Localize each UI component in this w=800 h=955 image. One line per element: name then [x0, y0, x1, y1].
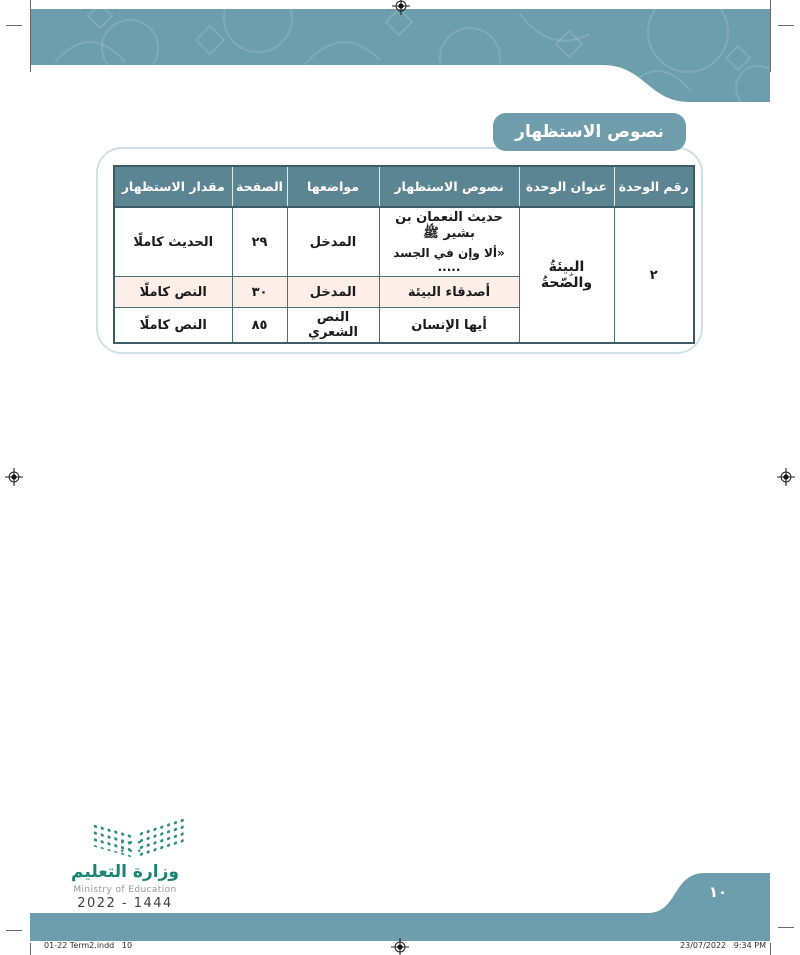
location-cell: النص الشعري	[287, 308, 379, 344]
hadith-line1: حديث النعمان بن بشير ﷺ	[395, 210, 503, 241]
hadith-line2: «ألا وإن في الجسد .....	[393, 246, 505, 274]
section-title: نصوص الاستظهار	[493, 113, 686, 151]
crop-mark	[30, 943, 31, 955]
page-number: ١٠	[708, 883, 728, 901]
registration-mark-left	[5, 468, 23, 486]
amount-cell: النص كاملًا	[114, 308, 232, 344]
header-page: الصفحة	[232, 166, 287, 207]
unit-title-cell: البِيئةُ والصّحةُ	[519, 207, 614, 343]
ministry-logo	[55, 818, 195, 910]
header-unit-number: رقم الوحدة	[614, 166, 694, 207]
header-locations: مواضعها	[287, 166, 379, 207]
table-row	[114, 207, 694, 277]
page-cell: ٣٠	[232, 277, 287, 308]
registration-mark-right	[777, 468, 795, 486]
print-file-label: 01-22 Term2.indd 10	[44, 941, 133, 950]
location-cell: المدخل	[287, 207, 379, 277]
page-cell: ٢٩	[232, 207, 287, 277]
crop-mark	[770, 943, 771, 955]
top-decorative-band	[0, 0, 800, 110]
crop-mark	[778, 927, 794, 928]
text-cell: أصدقاء البيئة	[379, 277, 519, 308]
text-cell: أيها الإنسان	[379, 308, 519, 344]
text-cell	[379, 207, 519, 277]
registration-mark-top	[392, 0, 410, 15]
crop-mark	[770, 0, 771, 72]
logo-years: 2022 - 1444	[77, 896, 173, 911]
crop-mark	[6, 25, 22, 26]
header-amount: مقدار الاستظهار	[114, 166, 232, 207]
location-cell: المدخل	[287, 277, 379, 308]
crop-mark	[30, 0, 31, 72]
logo-dots-icon	[118, 838, 144, 858]
page-cell: ٨٥	[232, 308, 287, 344]
amount-cell: النص كاملًا	[114, 277, 232, 308]
crop-mark	[6, 930, 22, 931]
unit-number-cell: ٢	[614, 207, 694, 343]
amount-cell: الحديث كاملًا	[114, 207, 232, 277]
print-datetime-label: 23/07/2022 9:34 PM	[680, 941, 766, 950]
logo-english-wordmark: Ministry of Education	[73, 885, 177, 895]
table-header-row	[114, 166, 694, 207]
header-unit-title: عنوان الوحدة	[519, 166, 614, 207]
memorization-table	[113, 165, 695, 344]
registration-mark-bottom	[391, 938, 409, 955]
header-texts: نصوص الاستظهار	[379, 166, 519, 207]
crop-mark	[778, 25, 794, 26]
logo-dots-icon	[138, 817, 184, 858]
logo-arabic-wordmark: وزارة التعليم	[71, 862, 179, 882]
